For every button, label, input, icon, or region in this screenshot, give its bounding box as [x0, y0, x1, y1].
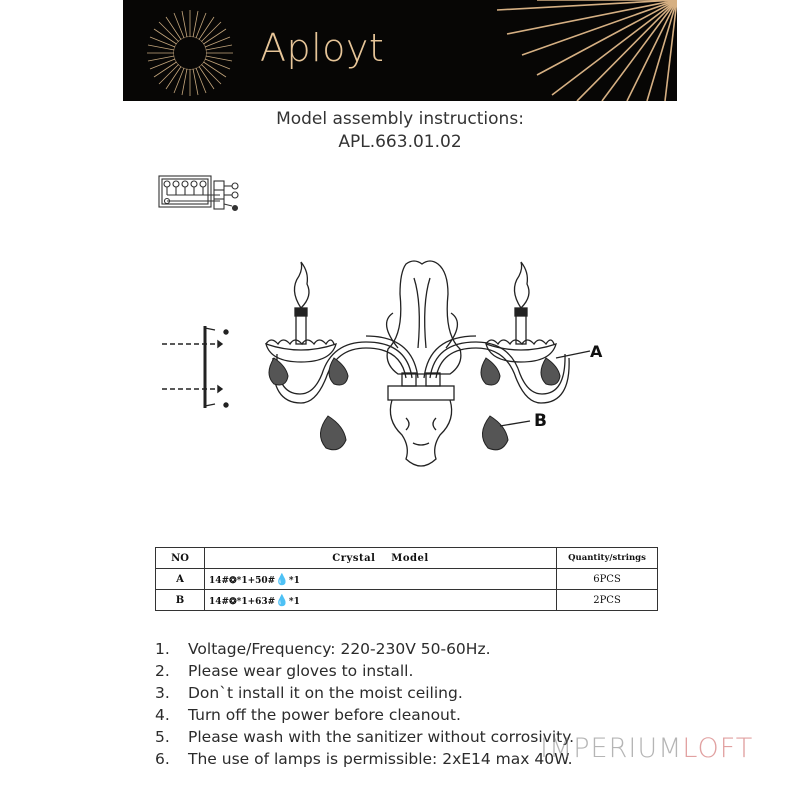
row-quantity: 6PCS: [557, 569, 658, 590]
instruction-item: 3. Don`t install it on the moist ceiling.: [155, 684, 463, 702]
row-no: A: [156, 569, 205, 590]
table-row: [156, 590, 658, 611]
instruction-item: 6. The use of lamps is permissible: 2xE14 max 40W.: [155, 750, 573, 768]
header-no: NO: [156, 548, 205, 569]
brand-name: Aployt: [260, 26, 385, 70]
brand-banner: [123, 0, 677, 101]
instruction-item: 1. Voltage/Frequency: 220-230V 50-60Hz.: [155, 640, 491, 658]
crystal-drop-icon: 💧: [275, 593, 289, 607]
row-quantity: 2PCS: [557, 590, 658, 611]
instruction-list: [155, 638, 574, 770]
table-header-row: [156, 548, 658, 569]
instruction-item: 5. Please wash with the sanitizer without corrosivity.: [155, 728, 575, 746]
row-spec: 14#❂*1+50#💧*1: [205, 569, 557, 590]
wall-mount-bracket-icon: [160, 322, 240, 412]
watermark: IMPERIUMLOFT: [540, 733, 754, 764]
callout-a: A: [590, 342, 603, 361]
terminal-block-wiring-icon: [158, 175, 243, 217]
sunburst-logo-icon: [145, 8, 235, 98]
decorative-rays-icon: [477, 0, 677, 101]
instruction-item: 4. Turn off the power before cleanout.: [155, 706, 461, 724]
header-crystal-model: Crystal Model: [205, 548, 557, 569]
instruction-item: 2. Please wear gloves to install.: [155, 662, 414, 680]
header-quantity: Quantity/strings: [557, 548, 658, 569]
wall-sconce-illustration: [258, 258, 618, 478]
crystal-table: [155, 547, 658, 611]
callout-b: B: [534, 411, 547, 431]
table-row: [156, 569, 658, 590]
model-number: APL.663.01.02: [338, 132, 462, 152]
row-no: B: [156, 590, 205, 611]
crystal-drop-icon: 💧: [275, 572, 289, 586]
document-title: Model assembly instructions:: [276, 109, 524, 129]
row-spec: 14#❂*1+63#💧*1: [205, 590, 557, 611]
